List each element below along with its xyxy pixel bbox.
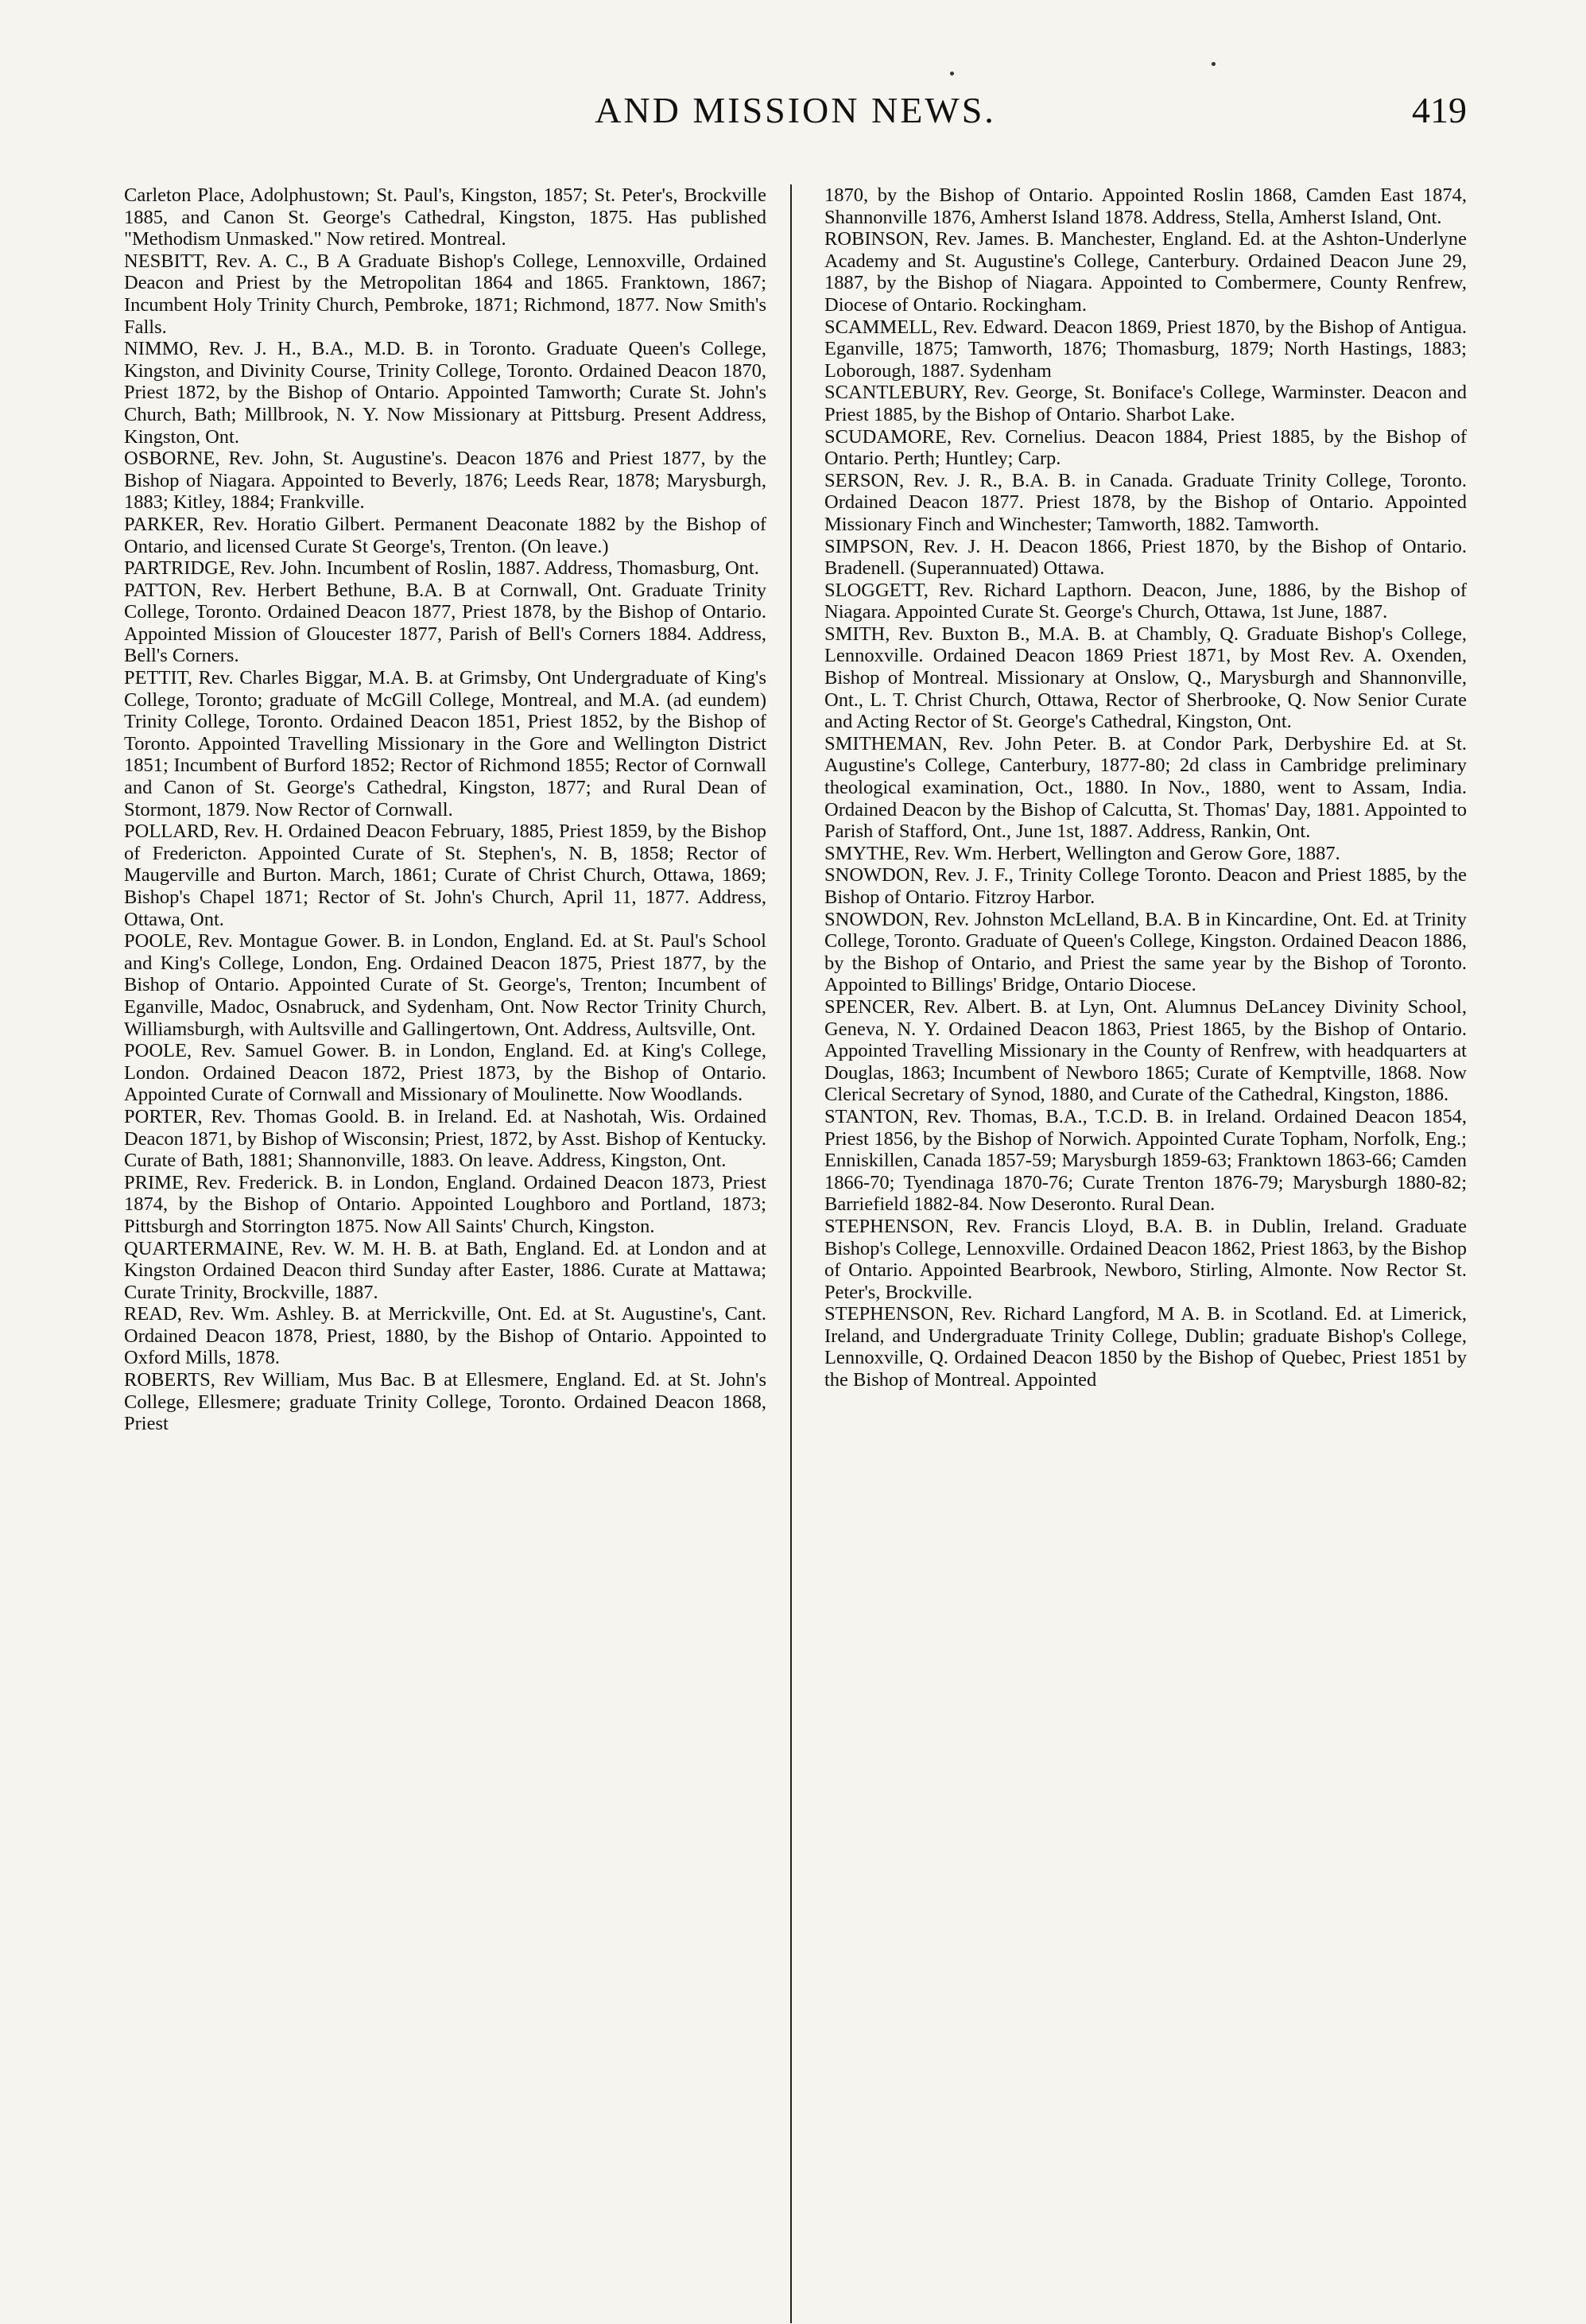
directory-entry: PRIME, Rev. Frederick. B. in London, England. Ordained Deacon 1873, Priest 1874, by the Bishop of Ontario. Appointed Loughboro and Portland, 1873; Pittsburgh and Storrington 1875. Now All Saints' Church, Kingston. [124, 1171, 766, 1237]
directory-entry: NESBITT, Rev. A. C., B A Graduate Bishop's College, Lennoxville, Ordained Deacon and Priest by the Metropolitan 1864 and 1865. Franktown, 1867; Incumbent Holy Trinity Church, Pembroke, 1871; Richmond, 1877. Now Smith's Falls. [124, 250, 766, 338]
directory-entry: PARTRIDGE, Rev. John. Incumbent of Roslin, 1887. Address, Thomasburg, Ont. [124, 557, 759, 580]
running-title: AND MISSION NEWS. [595, 90, 996, 130]
running-head [124, 89, 1467, 145]
directory-entry: PATTON, Rev. Herbert Bethune, B.A. B at Cornwall, Ont. Graduate Trinity College, Toronto. Ordained Deacon 1877, Priest 1878, by the Bishop of Ontario. Appointed Mission of Gloucester 1877, Parish of Bell's Corners 1884. Address, Bell's Corners. [124, 579, 766, 667]
directory-entry: SLOGGETT, Rev. Richard Lapthorn. Deacon, June, 1886, by the Bishop of Niagara. Appointed Curate St. George's Church, Ottawa, 1st June, 1887. [824, 579, 1467, 623]
directory-entry: STANTON, Rev. Thomas, B.A., T.C.D. B. in Ireland. Ordained Deacon 1854, Priest 1856, by the Bishop of Norwich. Appointed Curate Topham, Norfolk, Eng.; Enniskillen, Canada 1857-59; Marysburgh 1859-63; Franktown 1863-66; Camden 1866-70; Tyendinaga 1870-76; Curate Trenton 1876-79; Marysburgh 1880-82; Barriefield 1882-84. Now Deseronto. Rural Dean. [824, 1105, 1467, 1216]
left-column [124, 184, 766, 1435]
directory-entry: ROBINSON, Rev. James. B. Manchester, England. Ed. at the Ashton-Underlyne Academy and St. Augustine's College, Canterbury. Ordained Deacon June 29, 1887, by the Bishop of Niagara. Appointed to Combermere, County Renfrew, Diocese of Ontario. Rockingham. [824, 228, 1467, 316]
directory-entry: SPENCER, Rev. Albert. B. at Lyn, Ont. Alumnus DeLancey Divinity School, Geneva, N. Y. Ordained Deacon 1863, Priest 1865, by the Bishop of Ontario. Appointed Travelling Missionary in the County of Renfrew, with headquarters at Douglas, 1863; Incumbent of Newboro 1865; Curate of Kemptville, 1868. Now Clerical Secretary of Synod, 1880, and Curate of the Cathedral, Kingston, 1886. [824, 995, 1467, 1106]
directory-entry: SMITH, Rev. Buxton B., M.A. B. at Chambly, Q. Graduate Bishop's College, Lennoxville. Ordained Deacon 1869 Priest 1871, by Most Rev. A. Oxenden, Bishop of Montreal. Missionary at Onslow, Q., Marysburgh and Shannonville, Ont., L. T. Christ Church, Ottawa, Rector of Sherbrooke, Q. Now Senior Curate and Acting Rector of St. George's Cathedral, Kingston, Ont. [824, 623, 1467, 733]
column-divider [790, 184, 792, 2323]
directory-entry: SMYTHE, Rev. Wm. Herbert, Wellington and Gerow Gore, 1887. [824, 842, 1340, 864]
directory-entry: PETTIT, Rev. Charles Biggar, M.A. B. at Grimsby, Ont Undergraduate of King's College, Toronto; graduate of McGill College, Montreal, and M.A. (ad eundem) Trinity College, Toronto. Ordained Deacon 1851, Priest 1852, by the Bishop of Toronto. Appointed Travelling Missionary in the Gore and Wellington District 1851; Incumbent of Burford 1852; Rector of Richmond 1855; Rector of Cornwall and Canon of St. George's Cathedral, Kingston, 1877; and Rural Dean of Stormont, 1879. Now Rector of Cornwall. [124, 667, 766, 821]
directory-entry: STEPHENSON, Rev. Richard Langford, M A. B. in Scotland. Ed. at Limerick, Ireland, and Undergraduate Trinity College, Dublin; graduate Bishop's College, Lennoxville, Q. Ordained Deacon 1850 by the Bishop of Quebec, Priest 1851 by the Bishop of Montreal. Appointed [824, 1303, 1467, 1391]
directory-entry: SCUDAMORE, Rev. Cornelius. Deacon 1884, Priest 1885, by the Bishop of Ontario. Perth; Huntley; Carp. [824, 425, 1467, 470]
directory-entry: SMITHEMAN, Rev. John Peter. B. at Condor Park, Derbyshire Ed. at St. Augustine's College, Canterbury, 1877-80; 2d class in Cambridge preliminary theological examination, Oct., 1880. In Nov., 1880, went to Assam, India. Ordained Deacon by the Bishop of Calcutta, St. Thomas' Day, 1881. Appointed to Parish of Stafford, Ont., June 1st, 1887. Address, Rankin, Ont. [824, 732, 1467, 843]
directory-entry: SNOWDON, Rev. Johnston McLelland, B.A. B in Kincardine, Ont. Ed. at Trinity College, Toronto. Graduate of Queen's College, Kingston. Ordained Deacon 1886, by the Bishop of Ontario, and Priest the same year by the Bishop of Toronto. Appointed to Billings' Bridge, Ontario Diocese. [824, 908, 1467, 996]
two-column-body [124, 184, 1467, 1435]
directory-entry: POOLE, Rev. Samuel Gower. B. in London, England. Ed. at King's College, London. Ordained Deacon 1872, Priest 1873, by the Bishop of Ontario. Appointed Curate of Cornwall and Missionary of Moulinette. Now Woodlands. [124, 1040, 766, 1106]
directory-entry: PORTER, Rev. Thomas Goold. B. in Ireland. Ed. at Nashotah, Wis. Ordained Deacon 1871, by Bishop of Wisconsin; Priest, 1872, by Asst. Bishop of Kentucky. Curate of Bath, 1881; Shannonville, 1883. On leave. Address, Kingston, Ont. [124, 1105, 766, 1172]
directory-entry: READ, Rev. Wm. Ashley. B. at Merrickville, Ont. Ed. at St. Augustine's, Cant. Ordained Deacon 1878, Priest, 1880, by the Bishop of Ontario. Appointed to Oxford Mills, 1878. [124, 1303, 766, 1369]
directory-entry: QUARTERMAINE, Rev. W. M. H. B. at Bath, England. Ed. at London and at Kingston Ordained Deacon third Sunday after Easter, 1886. Curate at Mattawa; Curate Trinity, Brockville, 1887. [124, 1237, 766, 1303]
directory-entry: PARKER, Rev. Horatio Gilbert. Permanent Deaconate 1882 by the Bishop of Ontario, and licensed Curate St George's, Trenton. (On leave.) [124, 513, 766, 557]
print-speck [1212, 62, 1216, 66]
directory-entry: ROBERTS, Rev William, Mus Bac. B at Ellesmere, England. Ed. at St. John's College, Ellesmere; graduate Trinity College, Toronto. Ordained Deacon 1868, Priest [124, 1369, 766, 1435]
directory-entry: NIMMO, Rev. J. H., B.A., M.D. B. in Toronto. Graduate Queen's College, Kingston, and Divinity Course, Trinity College, Toronto. Ordained Deacon 1870, Priest 1872, by the Bishop of Ontario. Appointed Tamworth; Curate St. John's Church, Bath; Millbrook, N. Y. Now Missionary at Pittsburg. Present Address, Kingston, Ont. [124, 338, 766, 448]
directory-entry: SCANTLEBURY, Rev. George, St. Boniface's College, Warminster. Deacon and Priest 1885, by the Bishop of Ontario. Sharbot Lake. [824, 382, 1467, 425]
directory-entry: Carleton Place, Adolphustown; St. Paul's, Kingston, 1857; St. Peter's, Brockville 1885, and Canon St. George's Cathedral, Kingston, 1875. Has published "Methodism Unmasked." Now retired. Montreal. [124, 184, 766, 250]
directory-entry: SNOWDON, Rev. J. F., Trinity College Toronto. Deacon and Priest 1885, by the Bishop of Ontario. Fitzroy Harbor. [824, 864, 1467, 908]
directory-entry: SCAMMELL, Rev. Edward. Deacon 1869, Priest 1870, by the Bishop of Antigua. Eganville, 1875; Tamworth, 1876; Thomasburg, 1879; North Hastings, 1883; Loborough, 1887. Sydenham [824, 316, 1467, 382]
page-number: 419 [1412, 90, 1467, 130]
right-column [824, 184, 1467, 1435]
directory-entry: POOLE, Rev. Montague Gower. B. in London, England. Ed. at St. Paul's School and King's College, London, Eng. Ordained Deacon 1875, Priest 1877, by the Bishop of Ontario. Appointed Curate of St. George's, Trenton; Incumbent of Eganville, Madoc, Osnabruck, and Sydenham, Ont. Now Rector Trinity Church, Williamsburgh, with Aultsville and Gallingertown, Ont. Address, Aultsville, Ont. [124, 930, 766, 1040]
directory-entry: SERSON, Rev. J. R., B.A. B. in Canada. Graduate Trinity College, Toronto. Ordained Deacon 1877. Priest 1878, by the Bishop of Ontario. Appointed Missionary Finch and Winchester; Tamworth, 1882. Tamworth. [824, 469, 1467, 535]
directory-entry: STEPHENSON, Rev. Francis Lloyd, B.A. B. in Dublin, Ireland. Graduate Bishop's College, Lennoxville. Ordained Deacon 1862, Priest 1863, by the Bishop of Ontario. Appointed Bearbrook, Newboro, Stirling, Almonte. Now Rector St. Peter's, Brockville. [824, 1215, 1467, 1303]
directory-entry: OSBORNE, Rev. John, St. Augustine's. Deacon 1876 and Priest 1877, by the Bishop of Niagara. Appointed to Beverly, 1876; Leeds Rear, 1878; Marysburgh, 1883; Kitley, 1884; Frankville. [124, 448, 766, 514]
directory-entry: 1870, by the Bishop of Ontario. Appointed Roslin 1868, Camden East 1874, Shannonville 1876, Amherst Island 1878. Address, Stella, Amherst Island, Ont. [824, 184, 1467, 228]
print-speck [950, 72, 954, 76]
directory-entry: SIMPSON, Rev. J. H. Deacon 1866, Priest 1870, by the Bishop of Ontario. Bradenell. (Superannuated) Ottawa. [824, 535, 1467, 580]
directory-entry: POLLARD, Rev. H. Ordained Deacon February, 1885, Priest 1859, by the Bishop of Fredericton. Appointed Curate of St. Stephen's, N. B, 1858; Rector of Maugerville and Burton. March, 1861; Curate of Christ Church, Ottawa, 1869; Bishop's Chapel 1871; Rector of St. John's Church, April 11, 1877. Address, Ottawa, Ont. [124, 821, 766, 930]
